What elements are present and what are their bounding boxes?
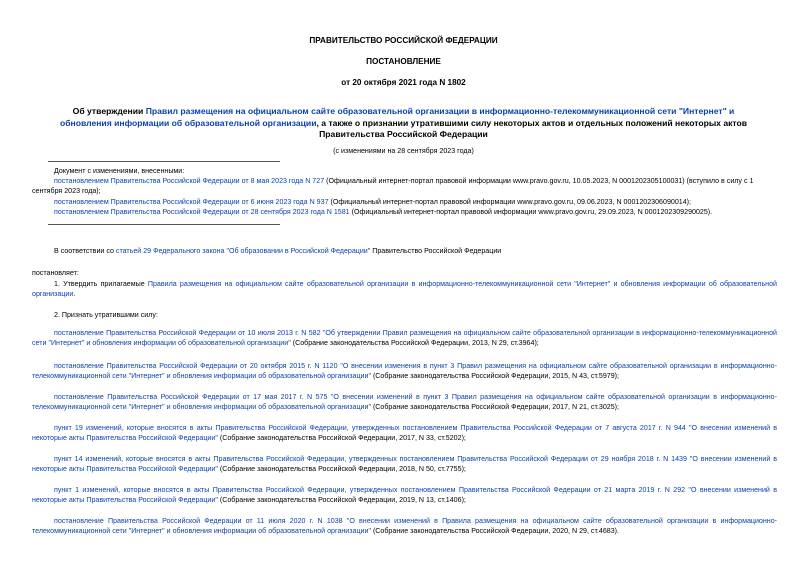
change-item — [54, 207, 774, 217]
preamble-suffix: Правительство Российской Федерации — [370, 247, 502, 255]
document-title — [48, 106, 759, 141]
change-item — [54, 197, 774, 207]
preamble-prefix: В соответствии со — [54, 247, 116, 255]
document-date-number: от 20 октября 2021 года N 1802 — [341, 78, 466, 87]
repealed-item — [32, 454, 777, 474]
repealed-source: (Собрание законодательства Российской Федерации, 2017, N 33, ст.5202); — [217, 434, 466, 443]
repealed-source: (Собрание законодательства Российской Федерации, 2019, N 13, ст.1406); — [217, 496, 466, 505]
title-suffix: , а также о признании утратившими силу некоторых актов и отдельных положений некоторых актов Правительства Российской Федерации — [316, 117, 748, 140]
repealed-source: (Собрание законодательства Российской Федерации, 2020, N 29, ст.4683). — [370, 527, 620, 536]
repealed-item — [32, 485, 777, 505]
repealed-link[interactable]: пункт 14 изменений, которые вносятся в акты Правительства Российской Федерации, утвержденных постановлением Правительства Российской Федерации от 29 ноября 2018 г. N 1439 "О внесении изменений в некоторые акты Правительства Российской Федерации" — [32, 455, 777, 474]
repealed-source: (Собрание законодательства Российской Федерации, 2017, N 21, ст.3025); — [370, 403, 620, 412]
repealed-item — [32, 361, 777, 381]
repealed-link[interactable]: постановление Правительства Российской Федерации от 17 мая 2017 г. N 575 "О внесении изменений в пункт 3 Правил размещения на официальном сайте образовательной организации в информационно-телекоммуникационной сети "Интернет" и обновления информации об образовательной организации" — [32, 393, 777, 412]
point-1 — [32, 279, 777, 299]
title-prefix: Об утверждении — [72, 106, 146, 116]
repealed-source: (Собрание законодательства Российской Федерации, 2013, N 29, ст.3964); — [290, 339, 539, 348]
repealed-item — [32, 516, 777, 536]
repealed-item — [32, 423, 777, 443]
repealed-item — [32, 392, 777, 412]
point-1-rules-link[interactable]: Правила размещения на официальном сайте образовательной организации в информационно-телекоммуникационной сети "Интернет" и обновления информации об образовательной организации — [32, 280, 777, 299]
preamble — [54, 246, 774, 256]
change-item — [32, 176, 770, 196]
government-name: ПРАВИТЕЛЬСТВО РОССИЙСКОЙ ФЕДЕРАЦИИ — [309, 36, 498, 45]
repealed-link[interactable]: пункт 19 изменений, которые вносятся в акты Правительства Российской Федерации, утвержденных постановлением Правительства Российской Федерации от 7 августа 2017 г. N 944 "О внесении изменений в некоторые акты Правительства Российской Федерации" — [32, 424, 777, 443]
repealed-link[interactable]: постановление Правительства Российской Федерации от 10 июля 2013 г. N 582 "Об утверждении Правил размещения на официальном сайте образовательной организации в информационно-телекоммуникационной сети "Интернет" и обновления информации об образовательной организации" — [32, 329, 777, 348]
point-2: 2. Признать утратившими силу: — [54, 311, 158, 319]
repealed-source: (Собрание законодательства Российской Федерации, 2018, N 50, ст.7755); — [217, 465, 466, 474]
change-text: (Официальный интернет-портал правовой информации www.pravo.gov.ru, 10.05.2023, N 0001202305100031) (вступило в силу с 1 сентября 2023 года); — [32, 177, 754, 196]
revision-note: (с изменениями на 28 сентября 2023 года) — [333, 147, 474, 155]
change-text: (Официальный интернет-портал правовой информации www.pravo.gov.ru, 09.06.2023, N 0001202306090014); — [328, 198, 692, 206]
resolves-text: постановляет: — [32, 269, 79, 277]
education-law-link[interactable]: статьей 29 Федерального закона "Об образовании в Российской Федерации" — [115, 247, 371, 255]
change-link-727[interactable]: постановлением Правительства Российской Федерации от 8 мая 2023 года N 727 — [54, 177, 325, 185]
repealed-source: (Собрание законодательства Российской Федерации, 2015, N 43, ст.5979); — [370, 372, 620, 381]
repealed-link[interactable]: постановление Правительства Российской Федерации от 11 июля 2020 г. N 1038 "О внесении изменений в Правила размещения на официальном сайте образовательной организации в информационно-телекоммуникационной сети "Интернет" и обновления информации об образовательной организации" — [32, 517, 777, 536]
repealed-link[interactable]: пункт 1 изменений, которые вносятся в акты Правительства Российской Федерации, утвержденных постановлением Правительства Российской Федерации от 21 марта 2019 г. N 292 "О внесении изменений в некоторые акты Правительства Российской Федерации" — [32, 486, 777, 505]
repealed-item — [32, 328, 777, 348]
point-1-suffix: . — [73, 290, 76, 299]
repealed-link[interactable]: постановление Правительства Российской Федерации от 20 октября 2015 г. N 1120 "О внесении изменения в пункт 3 Правил размещения на официальном сайте образовательной организации в информационно-телекоммуникационной сети "Интернет" и обновления информации об образовательной организации" — [32, 362, 777, 381]
change-text: (Официальный интернет-портал правовой информации www.pravo.gov.ru, 29.09.2023, N 0001202309290025). — [349, 208, 713, 216]
changes-heading: Документ с изменениями, внесенными: — [54, 167, 185, 175]
document-type: ПОСТАНОВЛЕНИЕ — [366, 57, 441, 66]
title-rules-link[interactable]: Правил размещения на официальном сайте образовательной организации в информационно-телекоммуникационной сети "Интернет" и обновления информации об образовательной организации — [59, 106, 735, 128]
point-1-prefix: 1. Утвердить прилагаемые — [54, 280, 148, 288]
change-link-937[interactable]: постановлением Правительства Российской Федерации от 6 июня 2023 года N 937 — [54, 198, 329, 206]
divider-top — [48, 161, 280, 162]
change-link-1581[interactable]: постановлением Правительства Российской Федерации от 28 сентября 2023 года N 1581 — [54, 208, 350, 216]
divider-bottom — [48, 224, 280, 225]
